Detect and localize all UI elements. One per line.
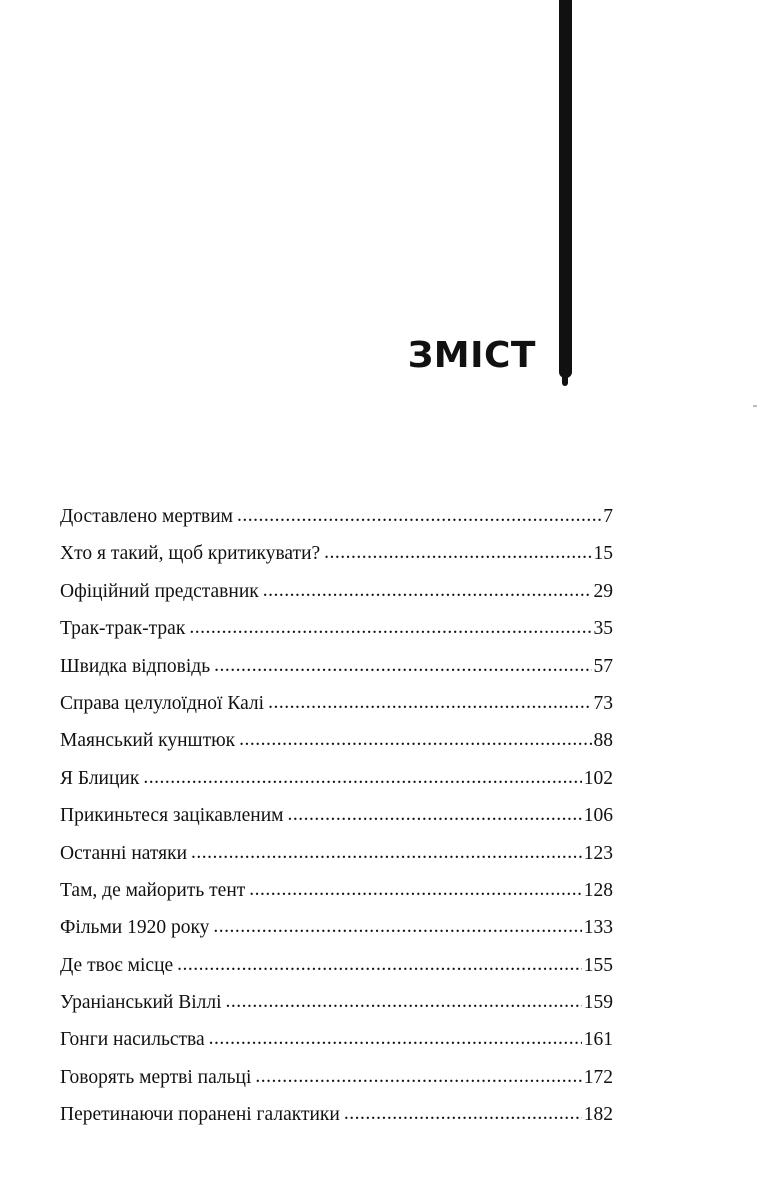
toc-leader-dots [226,983,582,1020]
toc-page-number: 161 [583,1029,613,1051]
toc-entry [60,760,613,797]
toc-leader-dots [177,946,582,983]
toc-entry [60,685,613,722]
toc-page-number: 133 [583,917,613,939]
toc-entry-title: Перетинаючи поранені галактики [60,1104,340,1126]
toc-entry [60,722,613,759]
toc-entry [60,1059,613,1096]
toc-page-number: 172 [583,1066,613,1088]
toc-leader-dots [143,759,581,796]
toc-entry-title: Останні натяки [60,842,188,864]
toc-entry-title: Маянський кунштюк [60,730,236,752]
toc-entry [60,797,613,834]
toc-page-number: 159 [583,992,613,1014]
toc-page-number: 155 [583,954,613,976]
toc-entry [60,498,613,535]
toc-leader-dots [268,684,591,721]
toc-page-number: 106 [583,805,613,827]
toc-leader-dots [191,834,582,871]
toc-entry-title: Справа целулоїдної Калі [60,692,265,714]
toc-entry [60,1096,613,1133]
toc-entry-title: Там, де майорить тент [60,879,246,901]
toc-leader-dots [344,1095,582,1132]
toc-entry [60,610,613,647]
toc-page-number: 7 [603,506,613,527]
toc-entry [60,835,613,872]
toc-page-number: 102 [583,767,613,789]
toc-entry-title: Прикиньтеся зацікавленим [60,805,284,827]
decorative-vertical-bar [559,0,572,378]
toc-entry-title: Ураніанський Віллі [60,992,222,1014]
toc-leader-dots [324,534,591,571]
toc-leader-dots [249,871,581,908]
toc-page-number: 35 [593,618,613,640]
toc-leader-dots [263,572,592,609]
toc-leader-dots [214,647,591,684]
toc-entry-title: Швидка відповідь [60,655,211,677]
toc-entry [60,535,613,572]
toc-entry [60,909,613,946]
toc-entry [60,872,613,909]
toc-entry-title: Гонги насильства [60,1029,205,1051]
scan-speck [753,405,757,407]
toc-page-number: 182 [583,1104,613,1126]
toc-page-number: 73 [593,692,613,714]
toc-entry [60,984,613,1021]
toc-leader-dots [237,497,601,534]
toc-entry-title: Я Блицик [60,767,140,789]
toc-entry [60,947,613,984]
toc-leader-dots [209,1020,582,1057]
toc-entry-title: Доставлено мертвим [60,506,233,527]
toc-entry-title: Офіційний представник [60,580,259,602]
toc-page-number: 15 [593,543,613,565]
toc-entry-title: Хто я такий, щоб критикувати? [60,543,321,565]
table-of-contents [60,498,613,1134]
toc-page-number: 128 [583,879,613,901]
toc-leader-dots [189,609,591,646]
toc-page-number: 88 [593,730,613,752]
toc-entry-title: Трак-трак-трак [60,618,186,640]
toc-page-number: 57 [593,655,613,677]
page-title: ЗМІСТ [407,335,536,376]
toc-page-number: 123 [583,842,613,864]
toc-entry [60,1021,613,1058]
toc-leader-dots [239,721,591,758]
toc-entry [60,648,613,685]
toc-leader-dots [288,796,582,833]
toc-leader-dots [255,1058,581,1095]
toc-entry-title: Фільми 1920 року [60,917,210,939]
toc-entry [60,573,613,610]
toc-leader-dots [213,908,581,945]
toc-entry-title: Де твоє місце [60,954,174,976]
toc-page-number: 29 [593,580,613,602]
toc-entry-title: Говорять мертві пальці [60,1066,252,1088]
